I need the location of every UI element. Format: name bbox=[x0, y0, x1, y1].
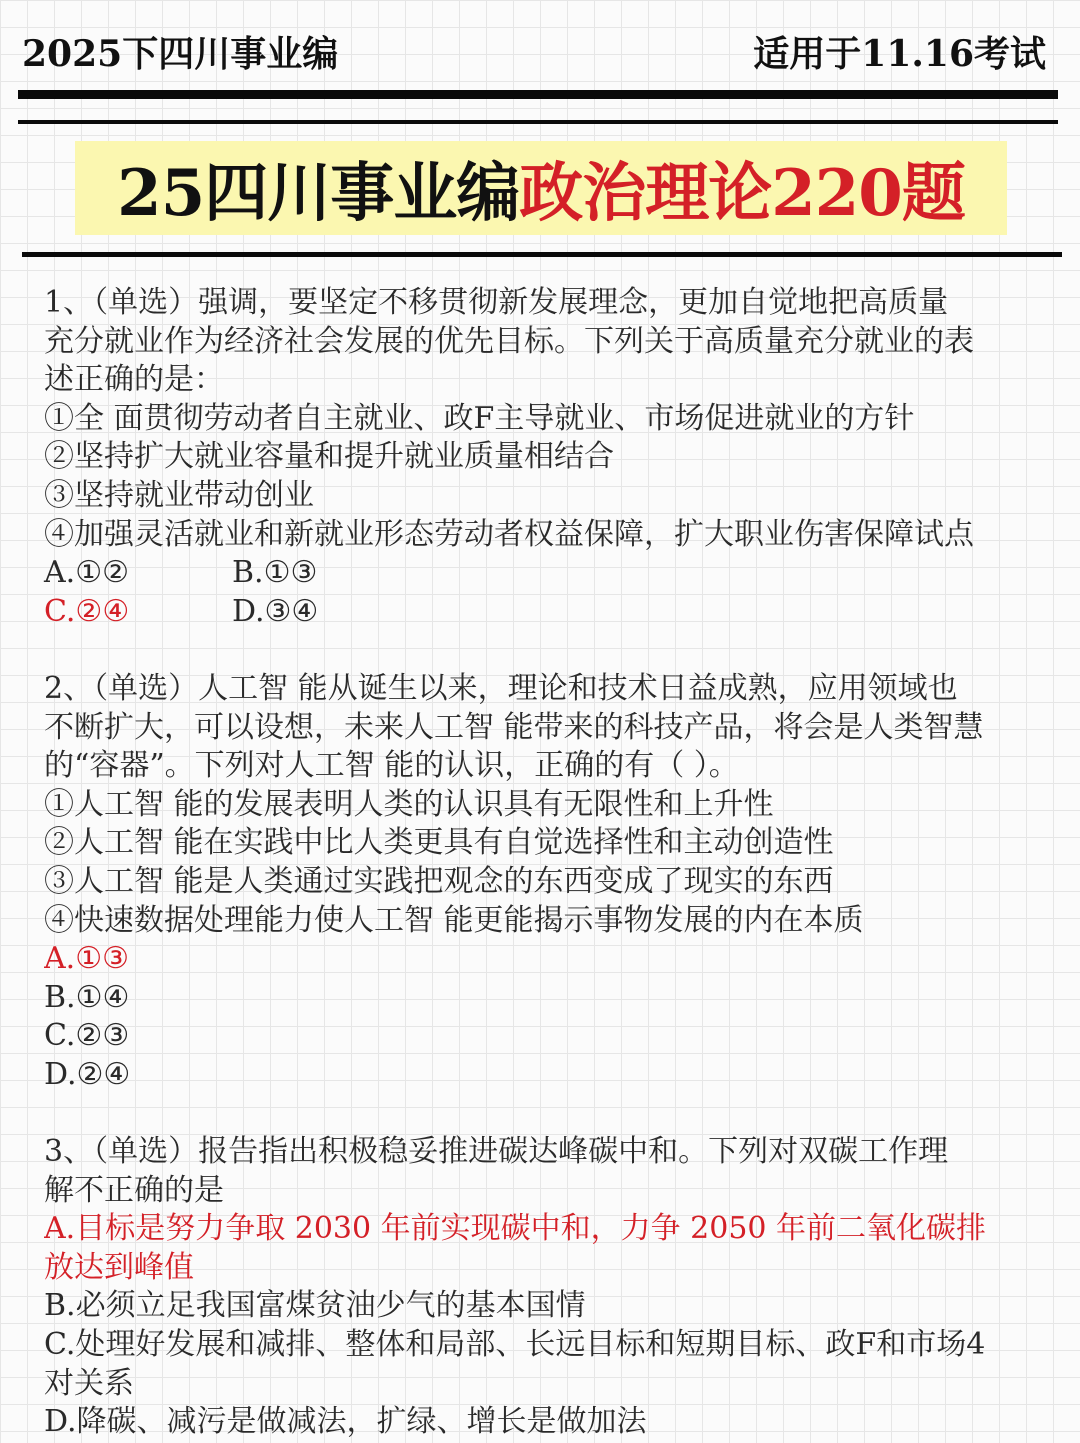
question-list bbox=[44, 284, 1050, 1442]
option-a: A.①② bbox=[44, 555, 129, 591]
option-d: D.②④ bbox=[44, 1056, 131, 1092]
option-c-cont: 对关系 bbox=[44, 1365, 134, 1401]
option-d: D.③④ bbox=[232, 593, 319, 629]
title-banner bbox=[75, 141, 1007, 235]
statement-4: ④快速数据处理能力使人工智 能更能揭示事物发展的内在本质 bbox=[44, 902, 864, 938]
question-text-line: 解不正确的是 bbox=[44, 1172, 224, 1208]
option-row bbox=[44, 593, 1050, 632]
divider-thick bbox=[18, 90, 1058, 99]
question-text-line: 3、（单选）报告指出积极稳妥推进碳达峰碳中和。下列对双碳工作理 bbox=[44, 1134, 949, 1170]
page-header bbox=[22, 24, 1046, 78]
question-text-line: 2、（单选）人工智 能从诞生以来，理论和技术日益成熟，应用领域也 bbox=[44, 670, 958, 706]
question-2 bbox=[44, 670, 1050, 1095]
statement-2: ②人工智 能在实践中比人类更具有自觉选择性和主动创造性 bbox=[44, 825, 834, 861]
header-right: 适用于11.16考试 bbox=[753, 32, 1046, 75]
option-c-answer: C.②④ bbox=[44, 593, 130, 629]
statement-1: ①全 面贯彻劳动者自主就业、政F主导就业、市场促进就业的方针 bbox=[44, 400, 915, 436]
header-left: 2025下四川事业编 bbox=[22, 32, 339, 75]
option-a-answer-cont: 放达到峰值 bbox=[44, 1249, 194, 1285]
option-a-answer: A.目标是努力争取 2030 年前实现碳中和，力争 2050 年前二氧化碳排 bbox=[44, 1211, 987, 1247]
option-b: B.①④ bbox=[44, 979, 130, 1015]
question-text-line: 1、（单选）强调，要坚定不移贯彻新发展理念，更加自觉地把高质量 bbox=[44, 285, 949, 320]
title-black-part: 25四川事业编 bbox=[117, 156, 520, 231]
question-1 bbox=[44, 284, 1050, 631]
question-text-line: 述正确的是： bbox=[44, 362, 224, 398]
option-a-answer: A.①③ bbox=[44, 941, 129, 977]
option-d: D.降碳、减污是做减法，扩绿、增长是做加法 bbox=[44, 1404, 647, 1440]
question-text-line: 充分就业作为经济社会发展的优先目标。下列关于高质量充分就业的表 bbox=[44, 323, 974, 359]
statement-3: ③人工智 能是人类通过实践把观念的东西变成了现实的东西 bbox=[44, 863, 834, 899]
question-3 bbox=[44, 1133, 1050, 1442]
statement-3: ③坚持就业带动创业 bbox=[44, 477, 314, 513]
title-red-part: 政治理论220题 bbox=[519, 156, 965, 231]
question-text-line: 的“容器”。下列对人工智 能的认识，正确的有（ ）。 bbox=[44, 748, 739, 784]
title-underline bbox=[22, 252, 1062, 257]
question-text-line: 不断扩大，可以设想，未来人工智 能带来的科技产品，将会是人类智慧 bbox=[44, 709, 984, 745]
divider-thin bbox=[18, 120, 1058, 124]
option-c: C.处理好发展和减排、整体和局部、长远目标和短期目标、政F和市场4 bbox=[44, 1327, 986, 1363]
option-row bbox=[44, 554, 1050, 593]
statement-1: ①人工智 能的发展表明人类的认识具有无限性和上升性 bbox=[44, 786, 774, 822]
statement-2: ②坚持扩大就业容量和提升就业质量相结合 bbox=[44, 439, 614, 475]
option-c: C.②③ bbox=[44, 1018, 130, 1054]
option-b: B.必须立足我国富煤贫油少气的基本国情 bbox=[44, 1288, 586, 1324]
option-b: B.①③ bbox=[232, 555, 318, 591]
statement-4: ④加强灵活就业和新就业形态劳动者权益保障，扩大职业伤害保障试点 bbox=[44, 516, 974, 552]
